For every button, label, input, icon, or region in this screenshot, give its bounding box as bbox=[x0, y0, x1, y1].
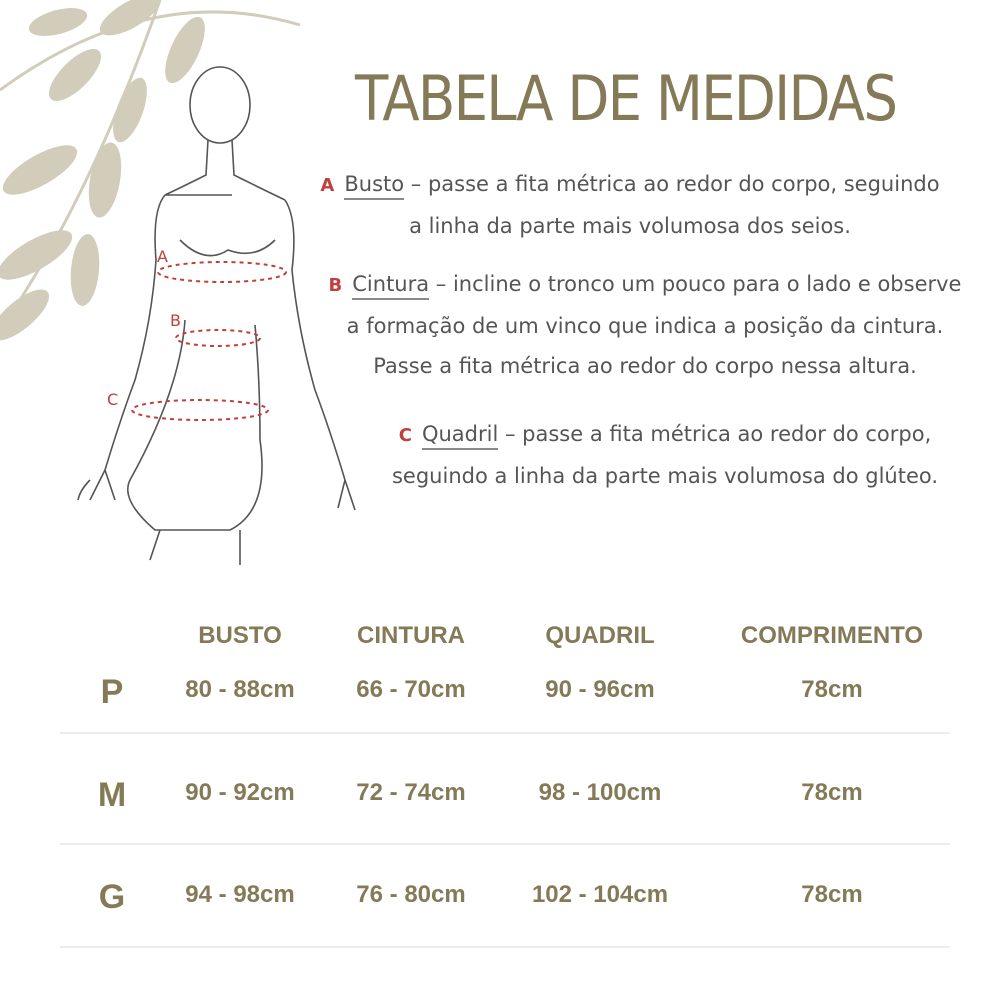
table-cell: 76 - 80cm bbox=[356, 881, 466, 908]
instruction-letter: C bbox=[398, 425, 412, 446]
instruction-letter: A bbox=[320, 175, 335, 196]
table-cell: 90 - 92cm bbox=[185, 779, 295, 806]
header-quadril: QUADRIL bbox=[545, 622, 655, 649]
table-cell: 66 - 70cm bbox=[356, 676, 466, 703]
instruction-line: – passe a fita métrica ao redor do corpo, bbox=[498, 422, 932, 446]
table-cell: 102 - 104cm bbox=[531, 881, 669, 908]
table-cell: 78cm bbox=[801, 676, 863, 703]
table-cell: 78cm bbox=[801, 779, 863, 806]
table-cell: 94 - 98cm bbox=[185, 881, 295, 908]
figure-marker-c: C bbox=[107, 390, 119, 409]
header-comprimento: COMPRIMENTO bbox=[740, 622, 924, 649]
table-cell: 80 - 88cm bbox=[185, 676, 295, 703]
instruction-line: Passe a fita métrica ao redor do corpo nessa altura. bbox=[373, 354, 917, 378]
instruction-term: Busto bbox=[344, 172, 404, 200]
instruction-line: a linha da parte mais volumosa dos seios. bbox=[409, 214, 851, 238]
instruction-line: – passe a fita métrica ao redor do corpo, seguindo bbox=[404, 172, 940, 196]
instruction-busto bbox=[300, 164, 960, 246]
row-divider bbox=[60, 732, 950, 734]
instruction-line: seguindo a linha da parte mais volumosa do glúteo. bbox=[391, 464, 939, 488]
table-cell: 78cm bbox=[801, 881, 863, 908]
size-label: M bbox=[97, 776, 127, 814]
row-divider bbox=[60, 946, 950, 948]
header-cintura: CINTURA bbox=[357, 622, 465, 649]
page-title: TABELA DE MEDIDAS bbox=[355, 62, 897, 135]
figure-marker-b: B bbox=[170, 311, 181, 330]
instruction-term: Quadril bbox=[422, 422, 498, 450]
table-cell: 72 - 74cm bbox=[356, 779, 466, 806]
instruction-term: Cintura bbox=[352, 272, 429, 300]
instruction-cintura bbox=[315, 264, 975, 386]
size-label: P bbox=[100, 673, 124, 711]
instruction-quadril bbox=[355, 414, 975, 496]
instruction-letter: B bbox=[328, 275, 343, 296]
size-label: G bbox=[98, 878, 126, 916]
table-cell: 90 - 96cm bbox=[545, 676, 655, 703]
header-busto: BUSTO bbox=[198, 622, 282, 649]
figure-marker-a: A bbox=[157, 247, 168, 266]
table-cell: 98 - 100cm bbox=[538, 779, 662, 806]
instruction-line: a formação de um vinco que indica a posição da cintura. bbox=[346, 314, 944, 338]
row-divider bbox=[60, 843, 950, 845]
instruction-line: – incline o tronco um pouco para o lado e observe bbox=[429, 272, 962, 296]
